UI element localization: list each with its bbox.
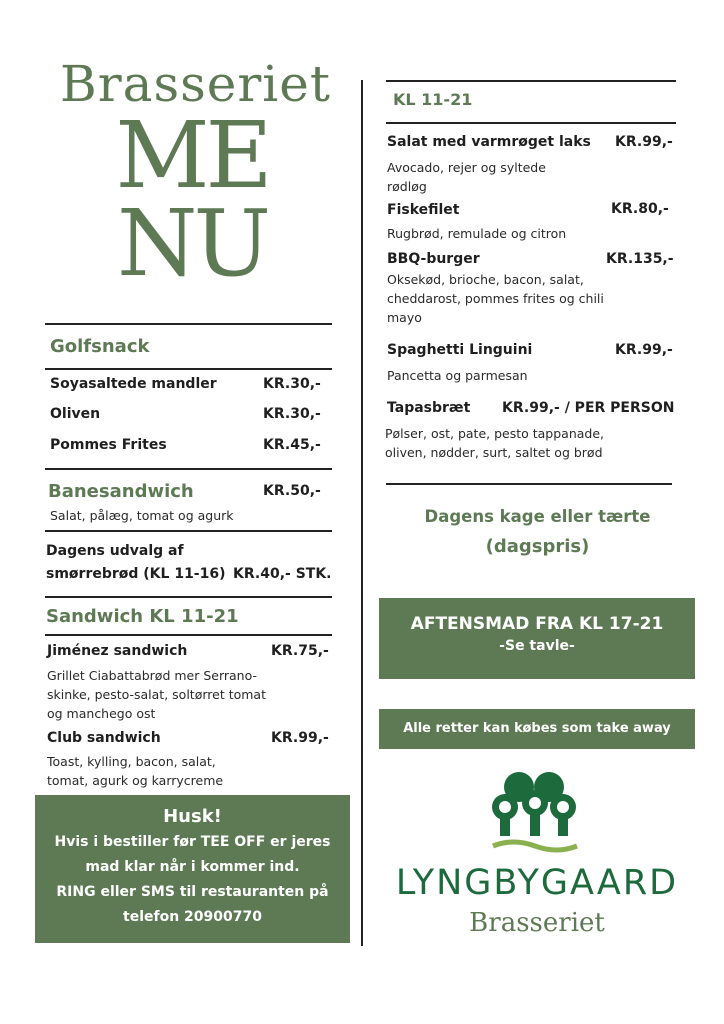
logo-subtitle: Brasseriet — [469, 908, 605, 938]
menu-item-description — [47, 752, 223, 790]
menu-item-description — [387, 158, 546, 196]
menu-item-name: Jiménez sandwich — [47, 643, 188, 659]
section-title-banesandwich: Banesandwich — [48, 481, 194, 502]
menu-item-price: KR.135,- — [606, 251, 674, 267]
divider — [45, 323, 332, 325]
menu-item-description — [47, 666, 266, 723]
smorrebrod-line2: smørrebrød (KL 11-16) — [46, 566, 226, 582]
smorrebrod-line1: Dagens udvalg af — [46, 543, 184, 559]
menu-item-price: KR.99,- — [271, 730, 329, 746]
menu-item-description — [387, 366, 528, 385]
reminder-line: mad klar når i kommer ind. — [85, 859, 300, 875]
menu-item-price: KR.75,- — [271, 643, 329, 659]
description-line: cheddarost, pommes frites og chili — [387, 291, 604, 306]
divider — [386, 122, 676, 124]
menu-item-description: Salat, pålæg, tomat og agurk — [50, 508, 234, 523]
section-title-sandwich: Sandwich KL 11-21 — [46, 606, 239, 627]
dinner-subtitle: -Se tavle- — [499, 638, 575, 654]
divider — [45, 530, 332, 532]
description-line: Rugbrød, remulade og citron — [387, 226, 567, 241]
description-line: rødløg — [387, 179, 427, 194]
divider — [386, 483, 672, 485]
description-line: Toast, kylling, bacon, salat, — [47, 754, 216, 769]
menu-item-price: KR.80,- — [611, 201, 669, 217]
menu-item-price: KR.45,- — [263, 437, 321, 453]
menu-item-name: Spaghetti Linguini — [387, 342, 533, 358]
menu-item-name: Club sandwich — [47, 730, 161, 746]
menu-item-name: Oliven — [50, 406, 101, 422]
cake-of-the-day: Dagens kage eller tærte — [424, 507, 651, 526]
description-line: Pancetta og parmesan — [387, 368, 528, 383]
dinner-box — [379, 598, 695, 679]
takeaway-box — [379, 709, 695, 749]
reminder-line: telefon 20900770 — [123, 909, 262, 925]
description-line: tomat, agurk og karrycreme — [47, 773, 224, 788]
tree-logo-icon — [485, 770, 585, 856]
menu-item-price: KR.30,- — [263, 406, 321, 422]
menu-item-name: Fiskefilet — [387, 202, 460, 218]
divider — [386, 80, 676, 82]
section-title-golfsnack: Golfsnack — [50, 336, 150, 357]
menu-item-price: KR.99,- — [615, 342, 673, 358]
description-line: skinke, pesto-salat, soltørret tomat — [47, 687, 266, 702]
menu-item-price: KR.99,- — [615, 134, 673, 150]
logo-wordmark: LYNGBYGAARD — [395, 863, 679, 903]
description-line: oliven, nødder, surt, saltet og brød — [385, 445, 603, 460]
column-divider — [361, 80, 363, 946]
menu-item-price: KR.50,- — [263, 483, 321, 499]
divider — [45, 634, 332, 636]
cake-price-note: (dagspris) — [485, 536, 590, 557]
divider — [45, 596, 332, 598]
menu-item-price: KR.99,- / PER PERSON — [502, 400, 675, 416]
smorrebrod-price: KR.40,- STK. — [233, 566, 332, 582]
menu-item-description — [385, 424, 604, 462]
divider — [45, 368, 332, 370]
menu-title-line2: NU — [116, 190, 268, 297]
dinner-title: AFTENSMAD FRA KL 17-21 — [410, 614, 664, 634]
reminder-title: Husk! — [163, 806, 222, 827]
description-line: mayo — [387, 310, 422, 325]
section-title-kl: KL 11-21 — [393, 90, 473, 109]
description-line: Avocado, rejer og syltede — [387, 160, 546, 175]
divider — [45, 468, 332, 470]
menu-title-line1: ME — [115, 102, 269, 209]
menu-item-description — [387, 270, 604, 327]
menu-item-name: Tapasbræt — [387, 400, 471, 416]
menu-item-price: KR.30,- — [263, 376, 321, 392]
description-line: og manchego ost — [47, 706, 156, 721]
description-line: Pølser, ost, pate, pesto tappanade, — [385, 426, 605, 441]
menu-item-name: Salat med varmrøget laks — [387, 134, 591, 150]
brand-title: Brasseriet — [60, 55, 331, 113]
reminder-line: Hvis i bestiller før TEE OFF er jeres — [54, 834, 331, 850]
menu-item-name: Soyasaltede mandler — [50, 376, 217, 392]
menu-item-name: BBQ-burger — [387, 251, 480, 267]
description-line: Oksekød, brioche, bacon, salat, — [387, 272, 584, 287]
menu-item-name: Pommes Frites — [50, 437, 167, 453]
description-line: Grillet Ciabattabrød mer Serrano- — [47, 668, 257, 683]
takeaway-text: Alle retter kan købes som take away — [403, 721, 671, 736]
reminder-box — [35, 795, 350, 943]
menu-item-description — [387, 224, 566, 243]
reminder-line: RING eller SMS til restauranten på — [56, 884, 329, 900]
